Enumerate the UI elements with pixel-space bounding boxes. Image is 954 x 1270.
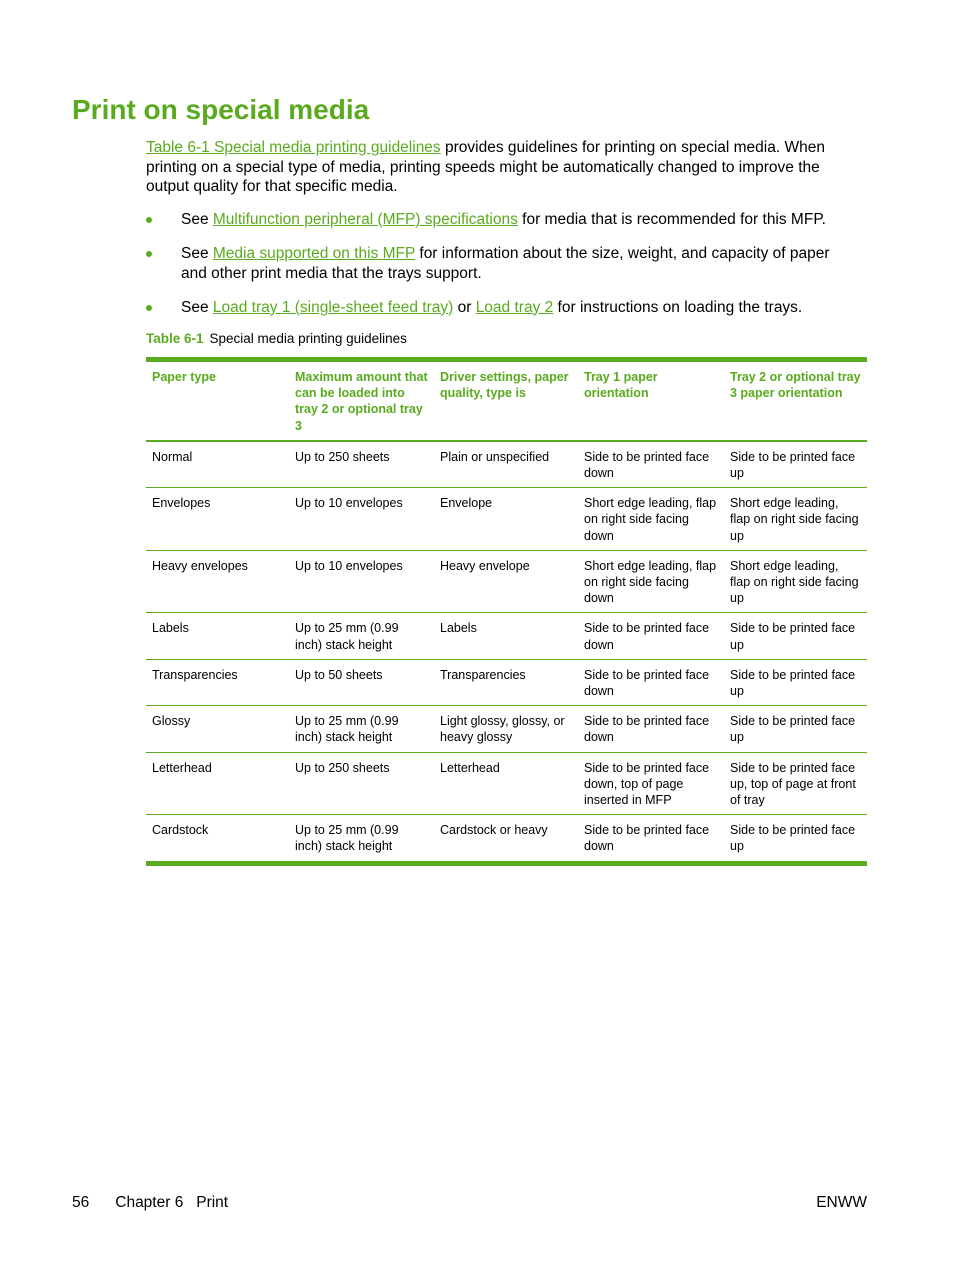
cell-paper-type: Cardstock [152, 823, 209, 838]
table-row [146, 550, 867, 613]
media-supported-link[interactable]: Media supported on this MFP [212, 245, 416, 262]
table-6-1-link[interactable]: Table 6-1 Special media printing guidelines [146, 139, 441, 156]
header-tray1-orientation: Tray 1 paper orientation [578, 360, 724, 441]
table-row [146, 488, 867, 551]
cell-max-amount: Up to 10 envelopes [289, 550, 434, 613]
cell-tray2-orientation: Side to be printed face up, top of page at front of tray [724, 752, 867, 815]
table-caption [146, 330, 407, 348]
cell-tray2-orientation: Side to be printed face up [724, 441, 867, 488]
cell-max-amount: Up to 250 sheets [289, 752, 434, 815]
cell-tray1-orientation: Side to be printed face down [578, 613, 724, 659]
table-header-row [146, 360, 867, 441]
page-number: 56 [72, 1194, 90, 1211]
list-item [146, 298, 858, 318]
table-caption-text: Special media printing guidelines [209, 331, 407, 346]
bullet-list [146, 210, 858, 332]
bullet-text-pre: See [181, 298, 213, 316]
cell-tray1-orientation: Side to be printed face down [578, 659, 724, 705]
page-title: Print on special media [72, 94, 370, 125]
cell-tray1-orientation: Side to be printed face down [578, 706, 724, 752]
cell-tray2-orientation: Side to be printed face up [730, 823, 856, 854]
cell-driver-settings: Labels [434, 613, 578, 659]
footer-chapter: Chapter 6 Print [115, 1194, 229, 1211]
cell-max-amount: Up to 25 mm (0.99 inch) stack height [289, 706, 434, 752]
mfp-specifications-link[interactable]: Multifunction peripheral (MFP) specifications [212, 211, 518, 228]
cell-paper-type: Letterhead [146, 752, 289, 815]
table-caption-number: Table 6-1 [146, 331, 204, 346]
cell-paper-type: Heavy envelopes [146, 550, 289, 613]
bullet-icon [146, 251, 152, 257]
cell-paper-type: Glossy [146, 706, 289, 752]
header-tray2-orientation: Tray 2 or optional tray 3 paper orientation [724, 360, 867, 441]
bullet-text-post: for information about the size, weight, and capacity of paper and other print media that the trays support. [181, 245, 830, 282]
bullet-icon [146, 305, 152, 311]
header-driver-settings: Driver settings, paper quality, type is [434, 360, 578, 441]
bullet-icon [146, 217, 152, 223]
table-row [146, 815, 867, 863]
load-tray-2-link[interactable]: Load tray 2 [475, 298, 554, 316]
table-row [146, 752, 867, 815]
bullet-text-post: for media that is recommended for this MFP. [517, 211, 826, 228]
cell-paper-type: Normal [146, 441, 289, 488]
cell-driver-settings: Cardstock or heavy [440, 823, 548, 838]
cell-paper-type: Envelopes [146, 488, 289, 551]
cell-driver-settings: Envelope [434, 488, 578, 551]
list-item [146, 244, 858, 283]
table-row [146, 706, 867, 752]
table-row [146, 441, 867, 488]
cell-max-amount: Up to 250 sheets [289, 441, 434, 488]
special-media-table [146, 357, 867, 866]
table-row [146, 613, 867, 659]
cell-tray2-orientation: Short edge leading, flap on right side facing up [724, 550, 867, 613]
header-max-amount: Maximum amount that can be loaded into tray 2 or optional tray 3 [289, 360, 434, 441]
cell-driver-settings: Light glossy, glossy, or heavy glossy [434, 706, 578, 752]
cell-tray2-orientation: Side to be printed face up [724, 659, 867, 705]
cell-driver-settings: Transparencies [434, 659, 578, 705]
cell-paper-type: Transparencies [146, 659, 289, 705]
cell-tray1-orientation: Side to be printed face down [584, 823, 710, 854]
list-item [146, 210, 858, 230]
bullet-text-pre: See [181, 211, 213, 228]
cell-tray2-orientation: Short edge leading, flap on right side facing up [724, 488, 867, 551]
cell-driver-settings: Letterhead [434, 752, 578, 815]
cell-max-amount: Up to 25 mm (0.99 inch) stack height [289, 613, 434, 659]
footer-right: ENWW [816, 1194, 867, 1211]
cell-tray1-orientation: Side to be printed face down [578, 441, 724, 488]
cell-max-amount: Up to 25 mm (0.99 inch) stack height [295, 823, 399, 854]
cell-tray1-orientation: Side to be printed face down, top of page inserted in MFP [578, 752, 724, 815]
cell-tray2-orientation: Side to be printed face up [724, 706, 867, 752]
header-paper-type: Paper type [146, 360, 289, 441]
load-tray-1-link[interactable]: Load tray 1 (single-sheet feed tray) [212, 298, 454, 316]
cell-tray1-orientation: Short edge leading, flap on right side facing down [578, 488, 724, 551]
cell-tray1-orientation: Short edge leading, flap on right side facing down [578, 550, 724, 613]
cell-max-amount: Up to 50 sheets [289, 659, 434, 705]
footer-left [72, 1193, 228, 1212]
table-row [146, 659, 867, 705]
cell-max-amount: Up to 10 envelopes [289, 488, 434, 551]
bullet-text-post: for instructions on loading the trays. [553, 298, 803, 316]
cell-paper-type: Labels [146, 613, 289, 659]
cell-tray2-orientation: Side to be printed face up [724, 613, 867, 659]
cell-driver-settings: Heavy envelope [434, 550, 578, 613]
bullet-text-pre: See [181, 245, 213, 262]
bullet-text-mid: or [453, 298, 476, 316]
intro-paragraph [146, 138, 858, 197]
intro-text: provides guidelines for printing on special media. When printing on a special type of media, printing speeds might be automatically changed to improve the output quality for that specific media. [146, 139, 825, 195]
cell-driver-settings: Plain or unspecified [434, 441, 578, 488]
